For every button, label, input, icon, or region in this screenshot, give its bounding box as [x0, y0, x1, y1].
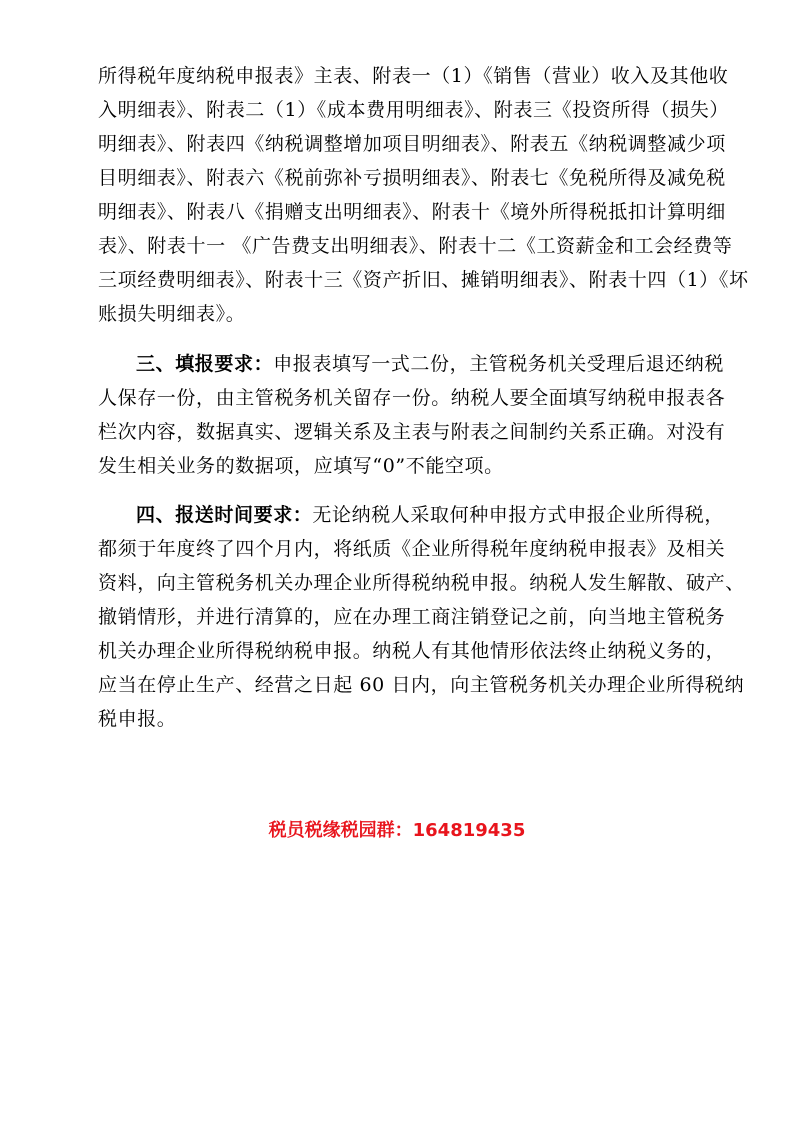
- text-line: 都须于年度终了四个月内，将纸质《企业所得税年度纳税申报表》及相关: [98, 538, 726, 560]
- section-heading: 四、报送时间要求：: [136, 504, 313, 526]
- text-line: 目明细表》、附表六《税前弥补亏损明细表》、附表七《免税所得及减免税: [98, 167, 726, 189]
- text-line: [136, 347, 724, 381]
- text-line: 资料，向主管税务机关办理企业所得税纳税申报。纳税人发生解散、破产、: [98, 572, 745, 594]
- text-line: 应当在停止生产、经营之日起 60 日内，向主管税务机关办理企业所得税纳: [98, 674, 745, 696]
- text-line: 入明细表》、附表二（1）《成本费用明细表》、附表三《投资所得（损失）: [98, 99, 729, 121]
- text-line: 发生相关业务的数据项，应填写“0”不能空项。: [98, 455, 504, 477]
- text-line: 人保存一份，由主管税务机关留存一份。纳税人要全面填写纳税申报表各: [98, 387, 726, 409]
- text-line: 所得税年度纳税申报表》主表、附表一（1）《销售（营业）收入及其他收: [98, 65, 729, 87]
- text-line: 账损失明细表》。: [98, 303, 246, 325]
- text-line: 表》、附表十一 《广告费支出明细表》、附表十二《工资薪金和工会经费等: [98, 235, 733, 257]
- group-contact-footer: 税员税缘税园群：164819435: [268, 820, 526, 841]
- text-line: 撤销情形，并进行清算的，应在办理工商注销登记之前，向当地主管税务: [98, 606, 726, 628]
- section-text: 无论纳税人采取何种申报方式申报企业所得税，: [312, 504, 725, 526]
- section-heading: 三、填报要求：: [136, 353, 274, 375]
- text-line: 机关办理企业所得税纳税申报。纳税人有其他情形依法终止纳税义务的，: [98, 640, 726, 662]
- text-line: 税申报。: [98, 708, 177, 730]
- text-line: 栏次内容，数据真实、逻辑关系及主表与附表之间制约关系正确。对没有: [98, 421, 726, 443]
- text-line: 三项经费明细表》、附表十三《资产折旧、摊销明细表》、附表十四（1）《坏: [98, 269, 749, 291]
- text-line: 明细表》、附表八《捐赠支出明细表》、附表十《境外所得税抵扣计算明细: [98, 201, 726, 223]
- text-line: [136, 498, 724, 532]
- section-text: 申报表填写一式二份，主管税务机关受理后退还纳税: [273, 353, 725, 375]
- text-line: 明细表》、附表四《纳税调整增加项目明细表》、附表五《纳税调整减少项: [98, 133, 726, 155]
